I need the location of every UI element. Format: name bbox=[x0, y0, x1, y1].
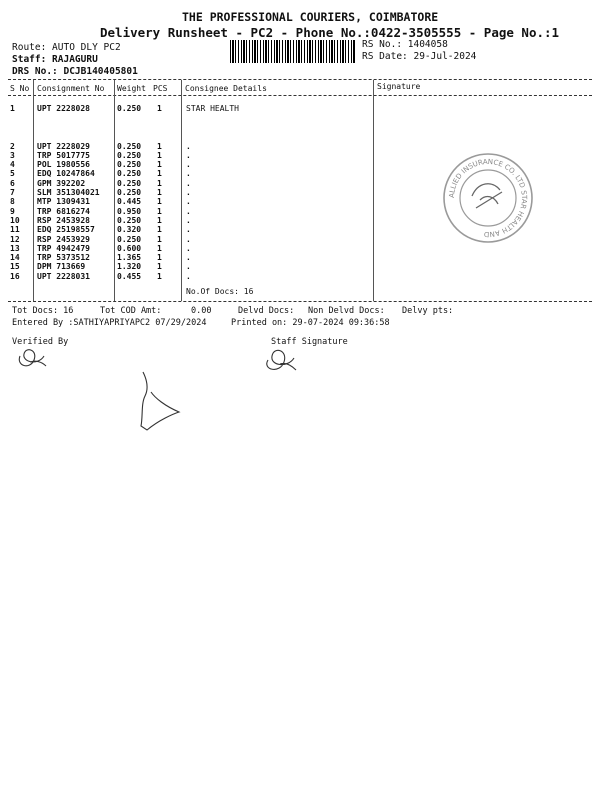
cell-consignee: . bbox=[186, 271, 191, 281]
cell-consignment: POL 1980556 bbox=[37, 160, 90, 170]
staff-signature-label: Staff Signature bbox=[271, 337, 348, 347]
route-label: Route: AUTO DLY PC2 bbox=[12, 42, 121, 53]
table-row bbox=[0, 104, 600, 113]
cell-sno: 3 bbox=[10, 150, 15, 160]
cell-weight: 0.250 bbox=[117, 215, 142, 225]
cell-weight: 0.445 bbox=[117, 197, 142, 207]
cell-consignment: UPT 2228031 bbox=[37, 271, 90, 281]
cell-consignment: GPM 392202 bbox=[37, 178, 86, 188]
table-row bbox=[0, 253, 600, 262]
cell-pcs: 1 bbox=[157, 243, 162, 253]
col-header-pcs: PCS bbox=[153, 84, 168, 93]
cell-pcs: 1 bbox=[157, 197, 162, 207]
cell-pcs: 1 bbox=[157, 215, 162, 225]
cell-sno: 11 bbox=[10, 225, 20, 235]
cell-sno: 12 bbox=[10, 234, 20, 244]
cell-weight: 1.365 bbox=[117, 253, 142, 263]
table-row bbox=[0, 272, 600, 281]
cell-sno: 1 bbox=[10, 104, 15, 113]
cell-sno: 16 bbox=[10, 271, 20, 281]
table-row bbox=[0, 262, 600, 271]
barcode bbox=[230, 40, 356, 63]
cell-consignment: DPM 713669 bbox=[37, 262, 86, 272]
cell-sno: 8 bbox=[10, 197, 15, 207]
cell-consignee: . bbox=[186, 141, 191, 151]
col-header-signature: Signature bbox=[377, 82, 421, 91]
cell-consignment: UPT 2228029 bbox=[37, 141, 90, 151]
tot-docs: Tot Docs: 16 bbox=[12, 306, 74, 316]
cell-consignee: . bbox=[186, 160, 191, 170]
cell-sno: 4 bbox=[10, 160, 15, 170]
cell-consignee: . bbox=[186, 188, 191, 197]
cell-weight: 0.250 bbox=[117, 234, 142, 244]
cell-pcs: 1 bbox=[157, 262, 162, 272]
footer-divider bbox=[8, 301, 592, 302]
cell-consignee: . bbox=[186, 215, 191, 225]
cell-consignee: . bbox=[186, 206, 191, 216]
cell-consignment: RSP 2453929 bbox=[37, 234, 90, 244]
cell-pcs: 1 bbox=[157, 178, 162, 188]
cell-pcs: 1 bbox=[157, 188, 162, 197]
entered-by: Entered By :SATHIYAPRIYAPC2 07/29/2024 bbox=[12, 318, 207, 328]
cell-consignee: . bbox=[186, 169, 191, 179]
delvd-docs: Delvd Docs: bbox=[238, 306, 295, 316]
header-divider-top bbox=[8, 79, 592, 80]
cell-consignment: TRP 5373512 bbox=[37, 253, 90, 263]
cell-weight: 0.320 bbox=[117, 225, 142, 235]
no-of-docs: No.Of Docs: 16 bbox=[186, 287, 254, 296]
cell-sno: 15 bbox=[10, 262, 20, 272]
printed-on: Printed on: 29-07-2024 09:36:58 bbox=[231, 318, 390, 328]
header-divider-bottom bbox=[8, 95, 592, 96]
cell-consignee: . bbox=[186, 262, 191, 272]
company-title: THE PROFESSIONAL COURIERS, COIMBATORE bbox=[182, 10, 439, 24]
tot-cod-label: Tot COD Amt: bbox=[100, 306, 162, 316]
company-stamp bbox=[440, 150, 536, 246]
cell-pcs: 1 bbox=[157, 271, 162, 281]
cell-consignment: EDQ 10247864 bbox=[37, 169, 95, 179]
staff-label: Staff: RAJAGURU bbox=[12, 54, 98, 65]
cell-weight: 0.455 bbox=[117, 271, 142, 281]
col-header-consignee: Consignee Details bbox=[185, 84, 267, 93]
col-header-sno: S No bbox=[10, 84, 30, 93]
cell-consignment: TRP 4942479 bbox=[37, 243, 90, 253]
cell-consignment: UPT 2228028 bbox=[37, 104, 90, 113]
cell-weight: 0.250 bbox=[117, 141, 142, 151]
cell-pcs: 1 bbox=[157, 104, 162, 113]
tot-cod-value: 0.00 bbox=[191, 306, 212, 316]
cell-consignment: SLM 351304021 bbox=[37, 188, 100, 197]
cell-consignment: TRP 5017775 bbox=[37, 150, 90, 160]
cell-weight: 0.250 bbox=[117, 104, 142, 113]
stamp-text: ALLIED INSURANCE CO. LTD STAR HEALTH AND bbox=[447, 157, 529, 239]
cell-weight: 0.250 bbox=[117, 160, 142, 170]
cell-pcs: 1 bbox=[157, 225, 162, 235]
non-delvd-docs: Non Delvd Docs: bbox=[308, 306, 385, 316]
cell-consignment: TRP 6816274 bbox=[37, 206, 90, 216]
cell-pcs: 1 bbox=[157, 160, 162, 170]
cell-weight: 1.320 bbox=[117, 262, 142, 272]
runsheet-title: Delivery Runsheet - PC2 - Phone No.:0422-3505555 - Page No.:1 bbox=[100, 25, 560, 40]
cell-consignment: EDQ 25198557 bbox=[37, 225, 95, 235]
cell-sno: 10 bbox=[10, 215, 20, 225]
cell-weight: 0.600 bbox=[117, 243, 142, 253]
cell-consignee: . bbox=[186, 178, 191, 188]
delvy-pts: Delvy pts: bbox=[402, 306, 454, 316]
cell-consignee: . bbox=[186, 253, 191, 263]
handwritten-mark bbox=[135, 368, 195, 438]
cell-pcs: 1 bbox=[157, 234, 162, 244]
cell-pcs: 1 bbox=[157, 150, 162, 160]
drs-label: DRS No.: DCJB140405801 bbox=[12, 66, 138, 77]
cell-sno: 7 bbox=[10, 188, 15, 197]
cell-consignee: . bbox=[186, 150, 191, 160]
rs-number: RS No.: 1404058 bbox=[362, 39, 448, 50]
cell-consignee: . bbox=[186, 197, 191, 207]
cell-pcs: 1 bbox=[157, 169, 162, 179]
cell-sno: 5 bbox=[10, 169, 15, 179]
cell-consignee: . bbox=[186, 225, 191, 235]
cell-sno: 9 bbox=[10, 206, 15, 216]
cell-weight: 0.250 bbox=[117, 178, 142, 188]
verifier-signature bbox=[12, 340, 52, 374]
verified-by-label: Verified By bbox=[12, 337, 69, 347]
cell-consignment: RSP 2453928 bbox=[37, 215, 90, 225]
col-header-consignment: Consignment No bbox=[37, 84, 105, 93]
cell-weight: 0.950 bbox=[117, 206, 142, 216]
cell-weight: 0.250 bbox=[117, 150, 142, 160]
cell-weight: 0.250 bbox=[117, 188, 142, 197]
rs-date: RS Date: 29-Jul-2024 bbox=[362, 51, 477, 62]
cell-sno: 2 bbox=[10, 141, 15, 151]
staff-signature bbox=[258, 340, 302, 378]
col-header-weight: Weight bbox=[117, 84, 146, 93]
cell-pcs: 1 bbox=[157, 206, 162, 216]
cell-weight: 0.250 bbox=[117, 169, 142, 179]
cell-pcs: 1 bbox=[157, 253, 162, 263]
cell-consignee: . bbox=[186, 234, 191, 244]
cell-sno: 6 bbox=[10, 178, 15, 188]
cell-consignee: . bbox=[186, 243, 191, 253]
cell-consignee: STAR HEALTH bbox=[186, 104, 239, 113]
cell-pcs: 1 bbox=[157, 141, 162, 151]
cell-sno: 14 bbox=[10, 253, 20, 263]
cell-sno: 13 bbox=[10, 243, 20, 253]
cell-consignment: MTP 1309431 bbox=[37, 197, 90, 207]
